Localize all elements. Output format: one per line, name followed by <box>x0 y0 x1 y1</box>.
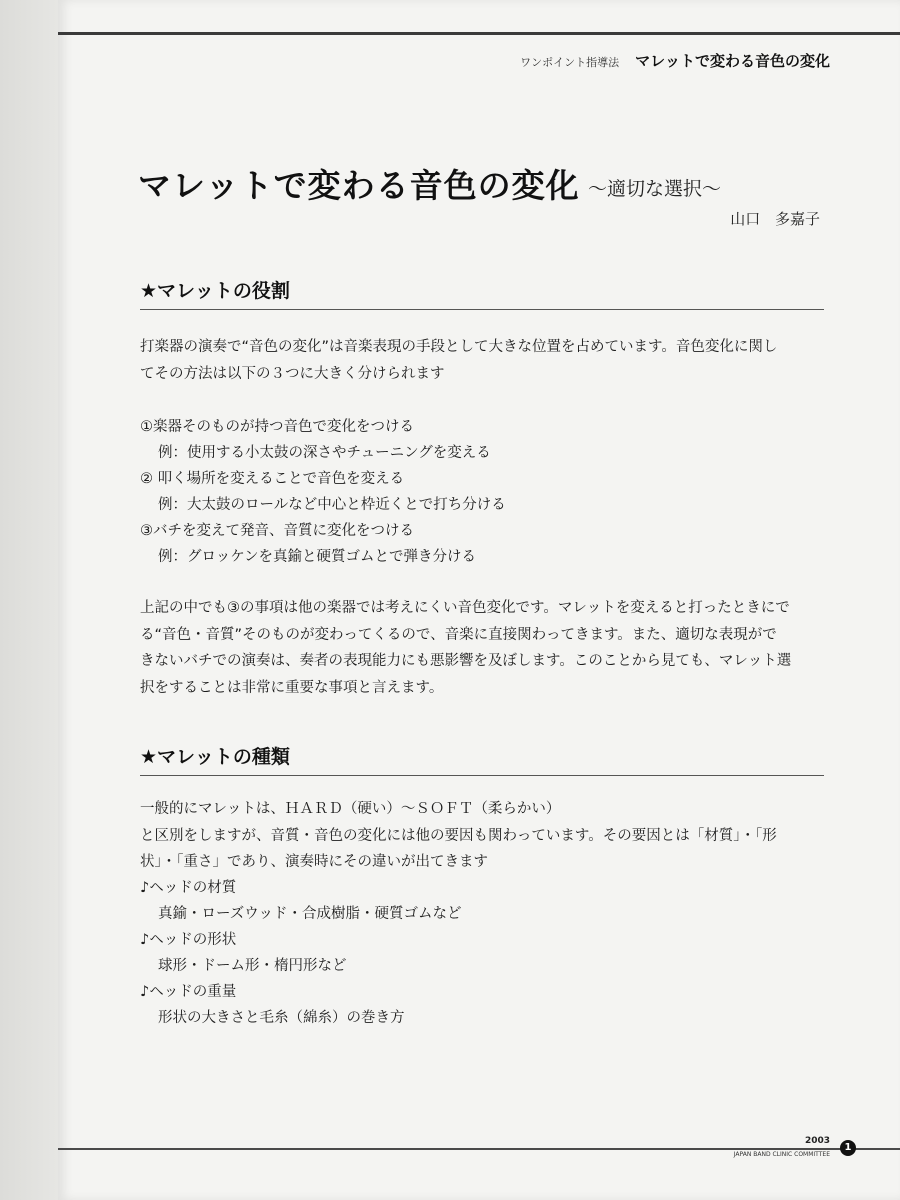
paragraph-line: きないバチでの演奏は、奏者の表現能力にも悪影響を及ぼします。このことから見ても、マレット選 <box>140 653 792 669</box>
paragraph-line: てその方法は以下の３つに大きく分けられます <box>140 365 445 382</box>
list-item-detail: 形状の大きさと毛糸（綿糸）の巻き方 <box>158 1010 405 1026</box>
paragraph-line: 打楽器の演奏で“音色の変化”は音楽表現の手段として大きな位置を占めています。音色変化に関し <box>140 339 778 355</box>
document-page <box>58 0 900 1200</box>
article-author: 山口 多嘉子 <box>730 210 820 228</box>
section-heading-role <box>140 276 824 310</box>
paragraph-line: と区別をしますが、音質・音色の変化には他の要因も関わっています。その要因とは「材質」・「形 <box>140 827 777 844</box>
section1-intro <box>140 334 830 387</box>
page-number: 1 <box>840 1140 856 1156</box>
footer-rule <box>58 1148 900 1150</box>
footer-year: 2003 <box>804 1136 830 1146</box>
section2-list <box>140 875 830 1031</box>
list-item-example: 例：使用する小太鼓の深さやチューニングを変える <box>158 445 491 461</box>
list-item: ② 叩く場所を変えることで音色を変える <box>140 471 405 487</box>
list-item: ①楽器そのものが持つ音色で変化をつける <box>140 419 414 435</box>
list-item: ♪ヘッドの形状 <box>140 932 237 948</box>
running-head <box>520 50 830 71</box>
running-head-label: ワンポイント指導法 <box>520 56 620 69</box>
page-edge <box>0 0 58 1200</box>
running-head-title: マレットで変わる音色の変化 <box>635 52 830 70</box>
article-title: マレットで変わる音色の変化 <box>138 166 580 205</box>
list-item-detail: 球形・ドーム形・楕円形など <box>158 958 347 974</box>
list-item: ③バチを変えて発音、音質に変化をつける <box>140 523 414 539</box>
section1-conclusion <box>140 595 830 701</box>
paragraph-line: 上記の中でも③の事項は他の楽器では考えにくい音色変化です。マレットを変えると打ったときにで <box>140 600 790 616</box>
list-item-detail: 真鍮・ローズウッド・合成樹脂・硬質ゴムなど <box>158 906 462 922</box>
section-heading-text: ★マレットの役割 <box>140 280 290 302</box>
section-heading-text: ★マレットの種類 <box>140 746 290 768</box>
list-item-example: 例：グロッケンを真鍮と硬質ゴムとで弾き分ける <box>158 549 476 565</box>
list-item: ♪ヘッドの重量 <box>140 984 237 1000</box>
paragraph-line: 択をすることは非常に重要な事項と言えます。 <box>140 679 444 696</box>
paragraph-line: る“音色・音質”そのものが変わってくるので、音楽に直接関わってきます。また、適切な表現がで <box>140 626 777 643</box>
list-item-example: 例：大太鼓のロールなど中心と枠近くとで打ち分ける <box>158 497 506 513</box>
paragraph-line: 状」・「重さ」であり、演奏時にその違いが出てきます <box>140 854 488 870</box>
section-heading-types <box>140 742 824 776</box>
section1-list <box>140 414 830 570</box>
section2-intro <box>140 796 830 876</box>
paragraph-line: 一般的にマレットは、ＨＡＲＤ（硬い）～ＳＯＦＴ（柔らかい） <box>140 801 561 817</box>
top-rule <box>58 32 900 35</box>
footer-committee: JAPAN BAND CLINIC COMMITTEE <box>733 1151 830 1158</box>
article-subtitle: ～適切な選択～ <box>588 178 722 200</box>
list-item: ♪ヘッドの材質 <box>140 880 237 896</box>
